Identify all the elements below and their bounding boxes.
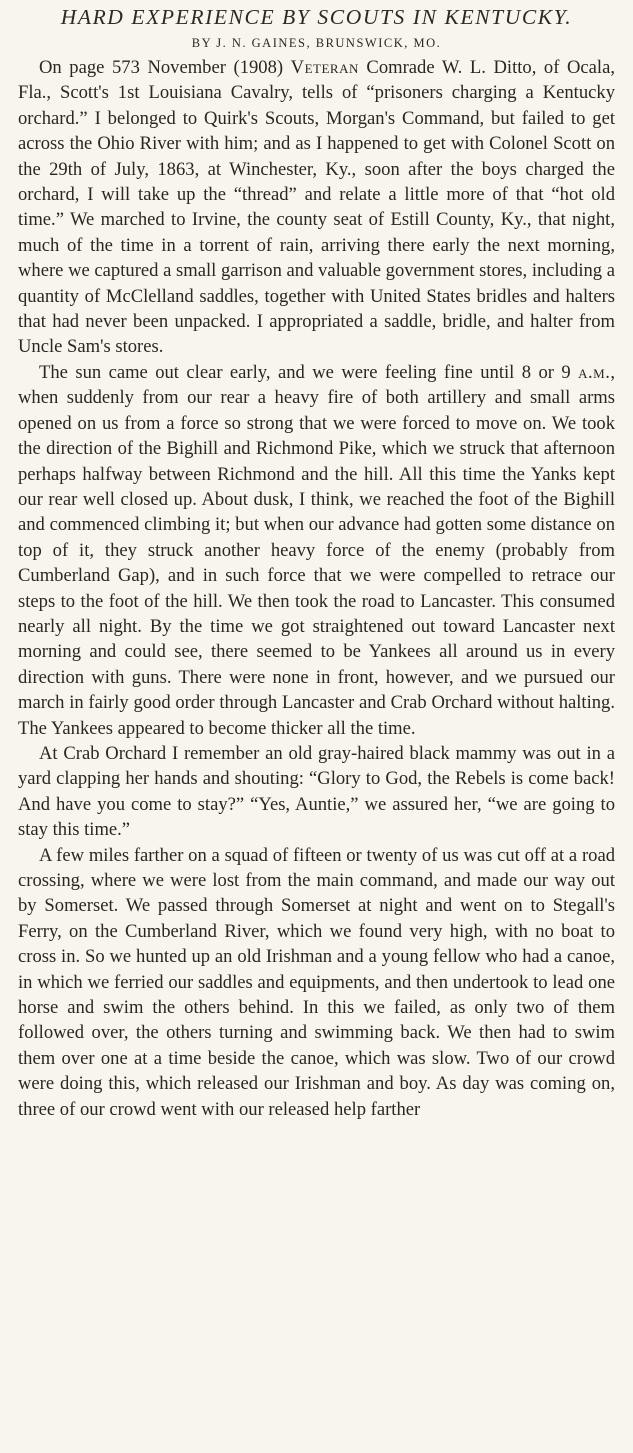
paragraph-text: On page 573 November (1908) [39,57,291,78]
small-caps-text: Veteran [290,57,359,78]
paragraph-text: Comrade W. L. Ditto, of Ocala, Fla., Scott's 1st Louisiana Cavalry, tells of “prisoners charging a Kentucky orchard.” I belonged to Quirk's Scouts, Morgan's Command, but failed to get across the Ohio River with him; and as I happened to get with Colonel Scott on the 29th of July, 1863, at Winchester, Ky., soon after the boys charged the orchard, I will take up the “thread” and relate a little more of that “hot old time.” We marched to Irvine, the county seat of Estill County, Ky., that night, much of the time in a torrent of rain, arriving there early the next morning, where we captured a small garrison and valuable government stores, including a quantity of McClelland saddles, together with United States bridles and halters that had never been unpacked. I appropriated a saddle, bridle, and halter from Uncle Sam's stores. [18,57,615,358]
paragraph [18,741,615,843]
article-title: HARD EXPERIENCE BY SCOUTS IN KENTUCKY. [60,5,573,29]
paragraph [18,55,615,360]
article-body [18,55,615,1122]
paragraph-text: The sun came out clear early, and we were feeling fine until 8 or 9 [39,361,579,383]
paragraph-text: , when suddenly from our rear a heavy fire of both artillery and small arms opened on us from a force so strong that we were forced to move on. We took the direction of the Bighill and Richmond Pike, which we struck that afternoon perhaps halfway between Richmond and the hill. All this time the Yanks kept our rear well closed up. About dusk, I think, we reached the foot of the Bighill and commenced climbing it; but when our advance had gotten some distance on top of it, they struck another heavy force of the enemy (probably from Cumberland Gap), and in such force that we were compelled to retrace our steps to the foot of the hill. We then took the road to Lancaster. This consumed nearly all night. By the time we got straightened out toward Lancaster next morning and could see, there seemed to be Yankees all around us in every direction with guns. There were none in front, however, and we pursued our march in fairly good order through Lancaster and Crab Orchard without halting. The Yankees appeared to become thicker all the time. [18,361,615,739]
paragraph [18,843,615,1122]
paragraph-text: A few miles farther on a squad of fifteen or twenty of us was cut off at a road crossing, where we were lost from the main command, and made our way out by Somerset. We passed through Somerset at night and went on to Stegall's Ferry, on the Cumberland River, which we found very high, with no boat to cross in. So we hunted up an old Irishman and a young fellow who had a canoe, in which we ferried our saddles and equipments, and then undertook to lead one horse and swim the others behind. In this we failed, as only two of them followed over, the others turning and swimming back. We then had to swim them over one at a time beside the canoe, which was slow. Two of our crowd were doing this, which released our Irishman and boy. As day was coming on, three of our crowd went with our released help farther [18,844,615,1120]
small-caps-text: a.m. [578,361,611,383]
article-byline: BY J. N. GAINES, BRUNSWICK, MO. [191,36,442,50]
paragraph-text: At Crab Orchard I remember an old gray-haired black mammy was out in a yard clapping her hands and shouting: “Glory to God, the Rebels is come back! And have you come to stay?” “Yes, Auntie,” we assured her, “we are going to stay this time.” [18,742,615,841]
paragraph [18,360,615,741]
